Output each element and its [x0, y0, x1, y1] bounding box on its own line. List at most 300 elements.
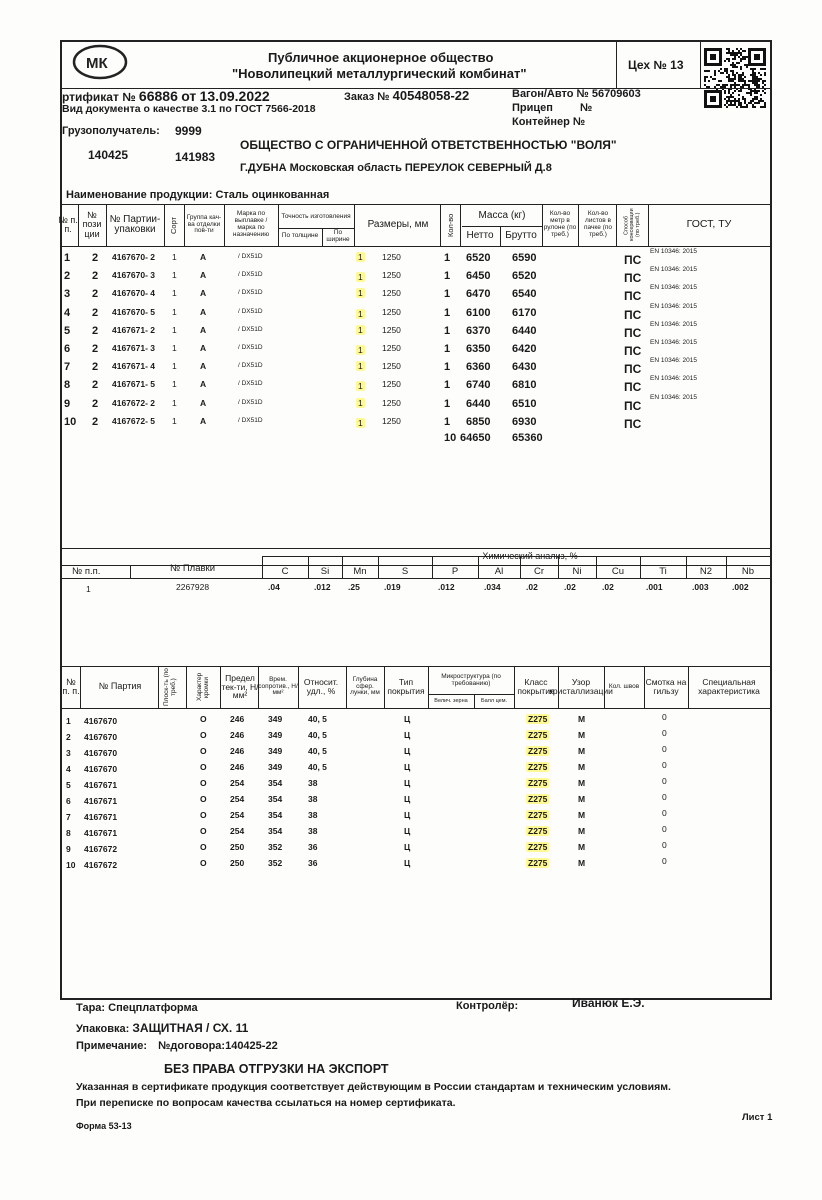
order-label: Заказ № — [344, 91, 390, 103]
consignee-name: ОБЩЕСТВО С ОГРАНИЧЕННОЙ ОТВЕТСТВЕННОСТЬЮ "ВОЛЯ" — [240, 138, 617, 152]
pack-value: ЗАЩИТНАЯ / СХ. 11 — [132, 1021, 249, 1035]
t1-total-gross: 65360 — [512, 432, 543, 444]
t1-cell-width: 1250 — [382, 288, 401, 299]
chem-element-value: .001 — [646, 582, 663, 592]
t1-cell-n: 5 — [64, 324, 71, 337]
t1-cell-net: 6370 — [466, 324, 491, 337]
t1-cell-party: 4167671- 5 — [112, 379, 156, 390]
t1-cell-sort: 1 — [172, 343, 177, 353]
t3-cell-edge: О — [200, 778, 207, 788]
order-number: 40548058-22 — [392, 88, 470, 103]
t3-header-micro-score: Балл цем. — [480, 698, 508, 705]
t1-cell-pos: 2 — [92, 361, 99, 374]
doc-type: Вид документа о качестве 3.1 по ГОСТ 7566-2018 — [62, 103, 316, 115]
chem-element-header: Cr — [533, 565, 545, 577]
t1-cell-thickness: 1 — [358, 345, 363, 355]
t3-cell-coat-type: Ц — [404, 714, 411, 724]
t1-cell-party: 4167672- 2 — [112, 397, 156, 408]
t3-cell-tensile: 352 — [268, 842, 283, 852]
t1-cell-gross: 6420 — [512, 343, 537, 355]
sheet-number: Лист 1 — [742, 1112, 773, 1123]
t1-cell-n: 6 — [64, 343, 71, 355]
t3-cell-party: 4167672 — [84, 844, 118, 854]
t3-cell-n: 8 — [66, 828, 71, 838]
t3-cell-coat-class: Z275 — [528, 858, 548, 868]
t1-cell-gost: EN 10346: 2015 — [650, 357, 697, 365]
t3-cell-n: 10 — [66, 860, 76, 870]
t1-cell-method: ПС — [624, 289, 642, 304]
chem-title: Химический анализ, % — [482, 551, 578, 562]
t3-cell-party: 4167671 — [84, 780, 118, 790]
t3-cell-tensile: 349 — [268, 714, 283, 724]
t3-cell-coat-type: Ц — [404, 730, 411, 740]
t1-cell-sort: 1 — [172, 415, 177, 426]
t1-cell-party: 4167670- 5 — [112, 306, 156, 317]
t1-cell-width: 1250 — [382, 270, 401, 281]
t1-header-meters: Кол-во метр в рулоне (по треб.) — [543, 210, 577, 238]
t3-cell-coat-class: Z275 — [528, 794, 548, 804]
t3-cell-elong: 38 — [308, 810, 318, 820]
t1-header-pos: № пози ции — [82, 209, 102, 239]
org-line1: Публичное акционерное общество — [268, 50, 494, 65]
container-label: Контейнер № — [512, 116, 586, 128]
t3-cell-fold: 0 — [662, 712, 667, 722]
shop-number: Цех № 13 — [628, 58, 684, 72]
t1-cell-gross: 6540 — [512, 288, 537, 301]
t1-cell-group: A — [200, 324, 207, 335]
statement2: При переписке по вопросам качества ссылаться на номер сертификата. — [76, 1097, 456, 1109]
t1-cell-grade: / DX51D — [238, 416, 263, 424]
t3-cell-fold: 0 — [662, 808, 667, 818]
t3-cell-coat-type: Ц — [404, 762, 411, 772]
t1-header-acc-width: По ширине — [326, 228, 350, 243]
t1-cell-n: 3 — [64, 288, 71, 301]
t3-cell-tensile: 354 — [268, 810, 283, 820]
t1-cell-pos: 2 — [92, 379, 99, 392]
t1-cell-sort: 1 — [172, 361, 177, 372]
t1-cell-sort: 1 — [172, 306, 177, 317]
t3-cell-yield: 246 — [230, 762, 245, 772]
t3-cell-tensile: 354 — [268, 778, 283, 788]
t3-cell-fold: 0 — [662, 840, 667, 850]
t3-cell-pattern: М — [578, 842, 586, 852]
t3-cell-yield: 254 — [230, 794, 245, 804]
t1-cell-method: ПС — [624, 325, 642, 340]
t1-cell-grade: / DX51D — [238, 362, 263, 370]
t1-cell-thickness: 1 — [358, 324, 363, 335]
t1-cell-n: 1 — [64, 252, 71, 264]
chem-element-value: .02 — [602, 582, 614, 592]
t3-header-micro-grain: Велич. зерна — [434, 698, 468, 705]
t1-cell-grade: / DX51D — [238, 271, 263, 279]
t1-cell-party: 4167670- 2 — [112, 252, 156, 262]
t3-cell-yield: 254 — [230, 826, 245, 836]
t1-header-party: № Партии- упаковки — [109, 213, 161, 235]
t1-cell-method: ПС — [624, 416, 642, 431]
t3-header-fold: Смотка на гильзу — [645, 677, 687, 696]
t3-cell-pattern: М — [578, 762, 586, 772]
t1-cell-group: A — [200, 343, 207, 353]
t1-cell-group: A — [200, 415, 207, 426]
t1-header-qty: Кол-во — [446, 213, 456, 237]
t1-cell-qty: 1 — [444, 252, 451, 264]
t1-cell-pos: 2 — [92, 270, 99, 283]
t3-cell-pattern: М — [578, 810, 586, 820]
t1-cell-qty: 1 — [444, 324, 451, 337]
t3-cell-yield: 246 — [230, 714, 245, 724]
t3-cell-yield: 246 — [230, 746, 245, 756]
qr-code-icon — [704, 48, 766, 108]
t1-cell-width: 1250 — [382, 252, 401, 262]
t1-cell-thickness: 1 — [358, 272, 363, 283]
chem-element-header: P — [451, 565, 459, 577]
t3-cell-edge: О — [200, 826, 207, 836]
t1-cell-width: 1250 — [382, 324, 401, 335]
t3-cell-n: 2 — [66, 732, 71, 742]
t3-cell-n: 5 — [66, 780, 71, 790]
trailer-no: № — [579, 102, 593, 114]
t1-header-method: Способ консервации (по треб.) — [623, 208, 641, 242]
t1-cell-thickness: 1 — [358, 361, 363, 372]
cert-date: 13.09.2022 — [199, 88, 270, 104]
t1-cell-grade: / DX51D — [238, 325, 263, 333]
t3-cell-elong: 40, 5 — [308, 730, 327, 740]
t3-cell-fold: 0 — [662, 792, 667, 802]
t1-cell-pos: 2 — [92, 306, 99, 319]
t3-header-pattern: Узор кристаллизации — [549, 677, 613, 696]
t1-cell-grade: / DX51D — [238, 253, 263, 260]
t3-cell-edge: О — [200, 810, 207, 820]
t1-header-gross: Брутто — [505, 229, 537, 241]
t3-header-welds: Кол. швов — [608, 682, 640, 690]
t1-cell-group: A — [200, 397, 207, 408]
t3-cell-yield: 250 — [230, 842, 245, 852]
t3-header-special: Специальная характеристика — [698, 677, 760, 696]
t3-header-edge: Характер кромки — [196, 672, 210, 702]
svg-text:МК: МК — [86, 55, 108, 72]
t3-cell-tensile: 349 — [268, 762, 283, 772]
chem-row-heat: 2267928 — [176, 582, 210, 592]
t3-cell-coat-class: Z275 — [528, 826, 548, 836]
t1-header-gost: ГОСТ, ТУ — [686, 218, 732, 231]
cert-label: ртификат № — [62, 90, 136, 104]
t1-cell-thickness: 1 — [358, 381, 363, 392]
t1-cell-net: 6360 — [466, 361, 491, 374]
t1-cell-sort: 1 — [172, 270, 177, 281]
t1-cell-gross: 6510 — [512, 397, 537, 410]
t3-header-tensile: Врем. сопротив., Н/мм² — [258, 675, 298, 697]
export-note: БЕЗ ПРАВА ОТГРУЗКИ НА ЭКСПОРТ — [164, 1062, 389, 1076]
t1-cell-group: A — [200, 270, 207, 281]
t3-cell-tensile: 352 — [268, 858, 283, 868]
t1-cell-method: ПС — [624, 253, 642, 267]
t1-cell-width: 1250 — [382, 415, 401, 426]
consignee-label: Грузополучатель: — [62, 125, 160, 137]
t1-cell-group: A — [200, 288, 207, 299]
t3-cell-yield: 254 — [230, 778, 245, 788]
consignee-code: 9999 — [175, 124, 202, 138]
t1-cell-qty: 1 — [444, 379, 451, 392]
t1-cell-group: A — [200, 306, 207, 317]
t1-cell-qty: 1 — [444, 397, 451, 410]
t1-cell-net: 6440 — [466, 397, 491, 410]
chem-element-header: N2 — [699, 565, 713, 577]
t1-cell-sort: 1 — [172, 324, 177, 335]
t3-cell-coat-class: Z275 — [528, 810, 548, 820]
t1-cell-width: 1250 — [382, 306, 401, 317]
t1-total-net: 64650 — [460, 432, 491, 444]
t1-header-group: Группа кач-ва отделки пов-ти — [186, 213, 222, 235]
t3-cell-elong: 36 — [308, 858, 318, 868]
t3-cell-coat-class: Z275 — [528, 778, 548, 788]
t3-cell-coat-class: Z275 — [528, 730, 548, 740]
t3-cell-edge: О — [200, 794, 207, 804]
t3-cell-coat-type: Ц — [404, 746, 411, 756]
t3-cell-elong: 38 — [308, 778, 318, 788]
t3-header-party: № Партия — [98, 681, 142, 692]
t3-header-flat: Плоск-ть (по треб.) — [163, 668, 177, 706]
note-label: Примечание: — [76, 1040, 148, 1052]
t1-cell-sort: 1 — [172, 288, 177, 299]
t3-cell-fold: 0 — [662, 776, 667, 786]
t1-cell-gross: 6810 — [512, 379, 537, 392]
t1-cell-pos: 2 — [92, 415, 99, 428]
t3-cell-elong: 38 — [308, 826, 318, 836]
t3-cell-yield: 254 — [230, 810, 245, 820]
t1-cell-party: 4167670- 3 — [112, 270, 156, 281]
t3-cell-edge: О — [200, 842, 207, 852]
t3-cell-coat-class: Z275 — [528, 746, 548, 756]
t1-total-qty: 10 — [444, 432, 457, 444]
t1-cell-gost: EN 10346: 2015 — [650, 284, 697, 292]
t1-cell-qty: 1 — [444, 415, 451, 428]
t1-cell-width: 1250 — [382, 397, 401, 408]
t1-cell-gross: 6430 — [512, 361, 537, 374]
t1-cell-method: ПС — [624, 362, 642, 377]
t1-cell-pos: 2 — [92, 288, 99, 301]
t3-header-coat-class: Класс покрытия — [517, 677, 555, 696]
t3-cell-party: 4167671 — [84, 796, 118, 806]
t1-cell-gross: 6930 — [512, 415, 537, 428]
t1-cell-net: 6850 — [466, 415, 491, 428]
t1-cell-n: 4 — [64, 306, 71, 319]
t1-cell-qty: 1 — [444, 306, 451, 319]
statement1: Указанная в сертификате продукция соответствует действующим в России стандартам и техническим условиям. — [76, 1081, 671, 1093]
t3-cell-elong: 40, 5 — [308, 746, 327, 756]
trailer-label: Прицеп — [512, 102, 553, 114]
t3-cell-party: 4167670 — [84, 716, 118, 726]
t1-cell-party: 4167671- 2 — [112, 324, 156, 335]
t1-header-sheets: Кол-во листов в пачке (по треб.) — [583, 210, 612, 238]
t1-header-acc-thick: По толщине — [281, 232, 319, 240]
t3-header-micro: Микроструктура (по требованию) — [441, 673, 501, 687]
t1-cell-party: 4167672- 5 — [112, 415, 156, 426]
chem-element-value: .04 — [268, 582, 280, 592]
t1-cell-group: A — [200, 252, 207, 262]
t3-cell-pattern: М — [578, 858, 586, 868]
t3-cell-tensile: 354 — [268, 794, 283, 804]
t1-cell-qty: 1 — [444, 343, 451, 355]
t1-cell-sort: 1 — [172, 379, 177, 390]
t3-cell-edge: О — [200, 746, 207, 756]
cert-number: 66886 — [138, 88, 178, 104]
chem-element-header: Nb — [741, 565, 755, 577]
t1-cell-thickness: 1 — [358, 397, 363, 408]
wagon-number: 56709603 — [591, 88, 641, 100]
t1-cell-net: 6450 — [466, 270, 491, 283]
note-value: №договора:140425-22 — [158, 1040, 278, 1052]
t3-cell-edge: О — [200, 858, 207, 868]
t1-cell-gost: EN 10346: 2015 — [650, 302, 697, 310]
t1-cell-net: 6520 — [466, 252, 491, 264]
t1-cell-gost: EN 10346: 2015 — [650, 375, 697, 383]
chem-element-header: S — [401, 565, 409, 577]
t3-cell-party: 4167672 — [84, 860, 118, 870]
t3-cell-n: 1 — [66, 716, 71, 726]
t1-cell-thickness: 1 — [358, 252, 363, 262]
t3-cell-n: 4 — [66, 764, 71, 774]
t1-cell-grade: / DX51D — [238, 289, 263, 297]
t1-cell-party: 4167670- 4 — [112, 288, 156, 299]
t1-cell-grade: / DX51D — [238, 344, 263, 351]
t3-cell-party: 4167670 — [84, 764, 118, 774]
t1-cell-net: 6100 — [466, 306, 491, 319]
chem-element-value: .012 — [314, 582, 331, 592]
t3-cell-yield: 250 — [230, 858, 245, 868]
chem-heat-label: № Плавки — [170, 563, 215, 574]
t1-cell-n: 7 — [64, 361, 71, 374]
t1-cell-grade: / DX51D — [238, 398, 263, 406]
t1-cell-method: ПС — [624, 398, 642, 413]
t1-cell-gross: 6590 — [512, 252, 537, 264]
t3-cell-n: 7 — [66, 812, 71, 822]
t1-cell-gost: EN 10346: 2015 — [650, 248, 697, 255]
t3-cell-fold: 0 — [662, 744, 667, 754]
t1-cell-net: 6350 — [466, 343, 491, 355]
t3-cell-pattern: М — [578, 746, 586, 756]
chem-element-value: .003 — [692, 582, 709, 592]
t3-cell-coat-type: Ц — [404, 858, 411, 868]
nlmk-logo — [62, 42, 128, 82]
t3-cell-elong: 38 — [308, 794, 318, 804]
t3-cell-coat-type: Ц — [404, 794, 411, 804]
t1-cell-party: 4167671- 3 — [112, 343, 156, 353]
t3-cell-pattern: М — [578, 730, 586, 740]
t1-cell-gost: EN 10346: 2015 — [650, 320, 697, 328]
t1-cell-sort: 1 — [172, 397, 177, 408]
t3-cell-party: 4167671 — [84, 812, 118, 822]
chem-np-label: № п.п. — [72, 566, 101, 577]
t1-header-sort: Сорт — [169, 216, 179, 234]
t1-cell-pos: 2 — [92, 397, 99, 410]
t3-cell-elong: 40, 5 — [308, 762, 327, 772]
t1-cell-group: A — [200, 379, 207, 390]
t1-header-sizes: Размеры, мм — [367, 218, 429, 230]
product-name: Сталь оцинкованная — [215, 189, 330, 201]
t3-cell-elong: 40, 5 — [308, 714, 327, 724]
t1-cell-width: 1250 — [382, 379, 401, 390]
chem-element-value: .012 — [438, 582, 455, 592]
t3-cell-edge: О — [200, 762, 207, 772]
t3-cell-tensile: 354 — [268, 826, 283, 836]
chem-element-header: Ti — [659, 565, 667, 577]
product-label: Наименование продукции: — [66, 189, 213, 201]
t1-cell-net: 6470 — [466, 288, 491, 301]
t1-cell-thickness: 1 — [358, 417, 363, 428]
t3-cell-fold: 0 — [662, 824, 667, 834]
chem-element-header: Ni — [572, 565, 582, 577]
t3-header-np: № п. п. — [62, 676, 80, 696]
t1-cell-n: 8 — [64, 379, 71, 392]
chem-element-header: Si — [320, 565, 330, 577]
t3-cell-coat-class: Z275 — [528, 714, 548, 724]
controller-name: Иванюк Е.Э. — [572, 996, 645, 1010]
t1-cell-grade: / DX51D — [238, 307, 263, 315]
t3-header-cupping: Глубина сфер. лунки, мм — [350, 675, 380, 697]
t1-cell-qty: 1 — [444, 288, 451, 301]
t1-cell-thickness: 1 — [358, 288, 363, 299]
t1-cell-gost: EN 10346: 2015 — [650, 393, 697, 401]
t3-header-yield: Предел тек-ти, Н/мм² — [221, 672, 259, 701]
t1-cell-method: ПС — [624, 307, 642, 322]
t3-cell-fold: 0 — [662, 760, 667, 770]
t3-cell-party: 4167670 — [84, 748, 118, 758]
t3-cell-fold: 0 — [662, 856, 667, 866]
t3-cell-coat-type: Ц — [404, 810, 411, 820]
t1-cell-gross: 6170 — [512, 306, 537, 319]
t1-header-mass: Масса (кг) — [478, 209, 526, 221]
chem-element-header: C — [281, 565, 289, 577]
t3-cell-coat-type: Ц — [404, 842, 411, 852]
t1-cell-gost: EN 10346: 2015 — [650, 339, 697, 346]
t1-cell-gross: 6520 — [512, 270, 537, 283]
org-line2: "Новолипецкий металлургический комбинат" — [232, 66, 527, 81]
t1-cell-pos: 2 — [92, 343, 99, 355]
t1-cell-gross: 6440 — [512, 324, 537, 337]
chem-row-n: 1 — [86, 584, 91, 594]
controller-label: Контролёр: — [456, 1000, 519, 1012]
t3-cell-edge: О — [200, 714, 207, 724]
t1-cell-method: ПС — [624, 271, 642, 286]
t1-cell-pos: 2 — [92, 324, 99, 337]
t3-cell-coat-type: Ц — [404, 826, 411, 836]
t3-cell-party: 4167671 — [84, 828, 118, 838]
t1-header-net: Нетто — [466, 229, 494, 241]
t3-cell-tensile: 349 — [268, 730, 283, 740]
chem-element-value: .002 — [732, 582, 749, 592]
t3-cell-n: 3 — [66, 748, 71, 758]
t1-cell-width: 1250 — [382, 361, 401, 372]
chem-element-value: .25 — [348, 582, 360, 592]
t1-header-grade: Марка по выплавке / марка по назначению — [232, 210, 270, 238]
t3-cell-pattern: М — [578, 826, 586, 836]
t3-cell-edge: О — [200, 730, 207, 740]
t1-cell-sort: 1 — [172, 252, 177, 262]
tara: Тара: Спецплатформа — [76, 1002, 198, 1014]
t1-cell-method: ПС — [624, 344, 642, 358]
t3-cell-n: 9 — [66, 844, 71, 854]
t1-cell-qty: 1 — [444, 361, 451, 374]
t3-cell-coat-class: Z275 — [528, 842, 548, 852]
t1-header-accuracy: Точность изготовления — [281, 212, 351, 220]
wagon-label: Вагон/Авто № — [512, 88, 589, 100]
pack-label: Упаковка: — [76, 1023, 130, 1035]
chem-element-value: .02 — [526, 582, 538, 592]
t1-cell-group: A — [200, 361, 207, 372]
chem-element-value: .019 — [384, 582, 401, 592]
code2: 141983 — [175, 150, 216, 164]
t1-cell-thickness: 1 — [358, 308, 363, 319]
